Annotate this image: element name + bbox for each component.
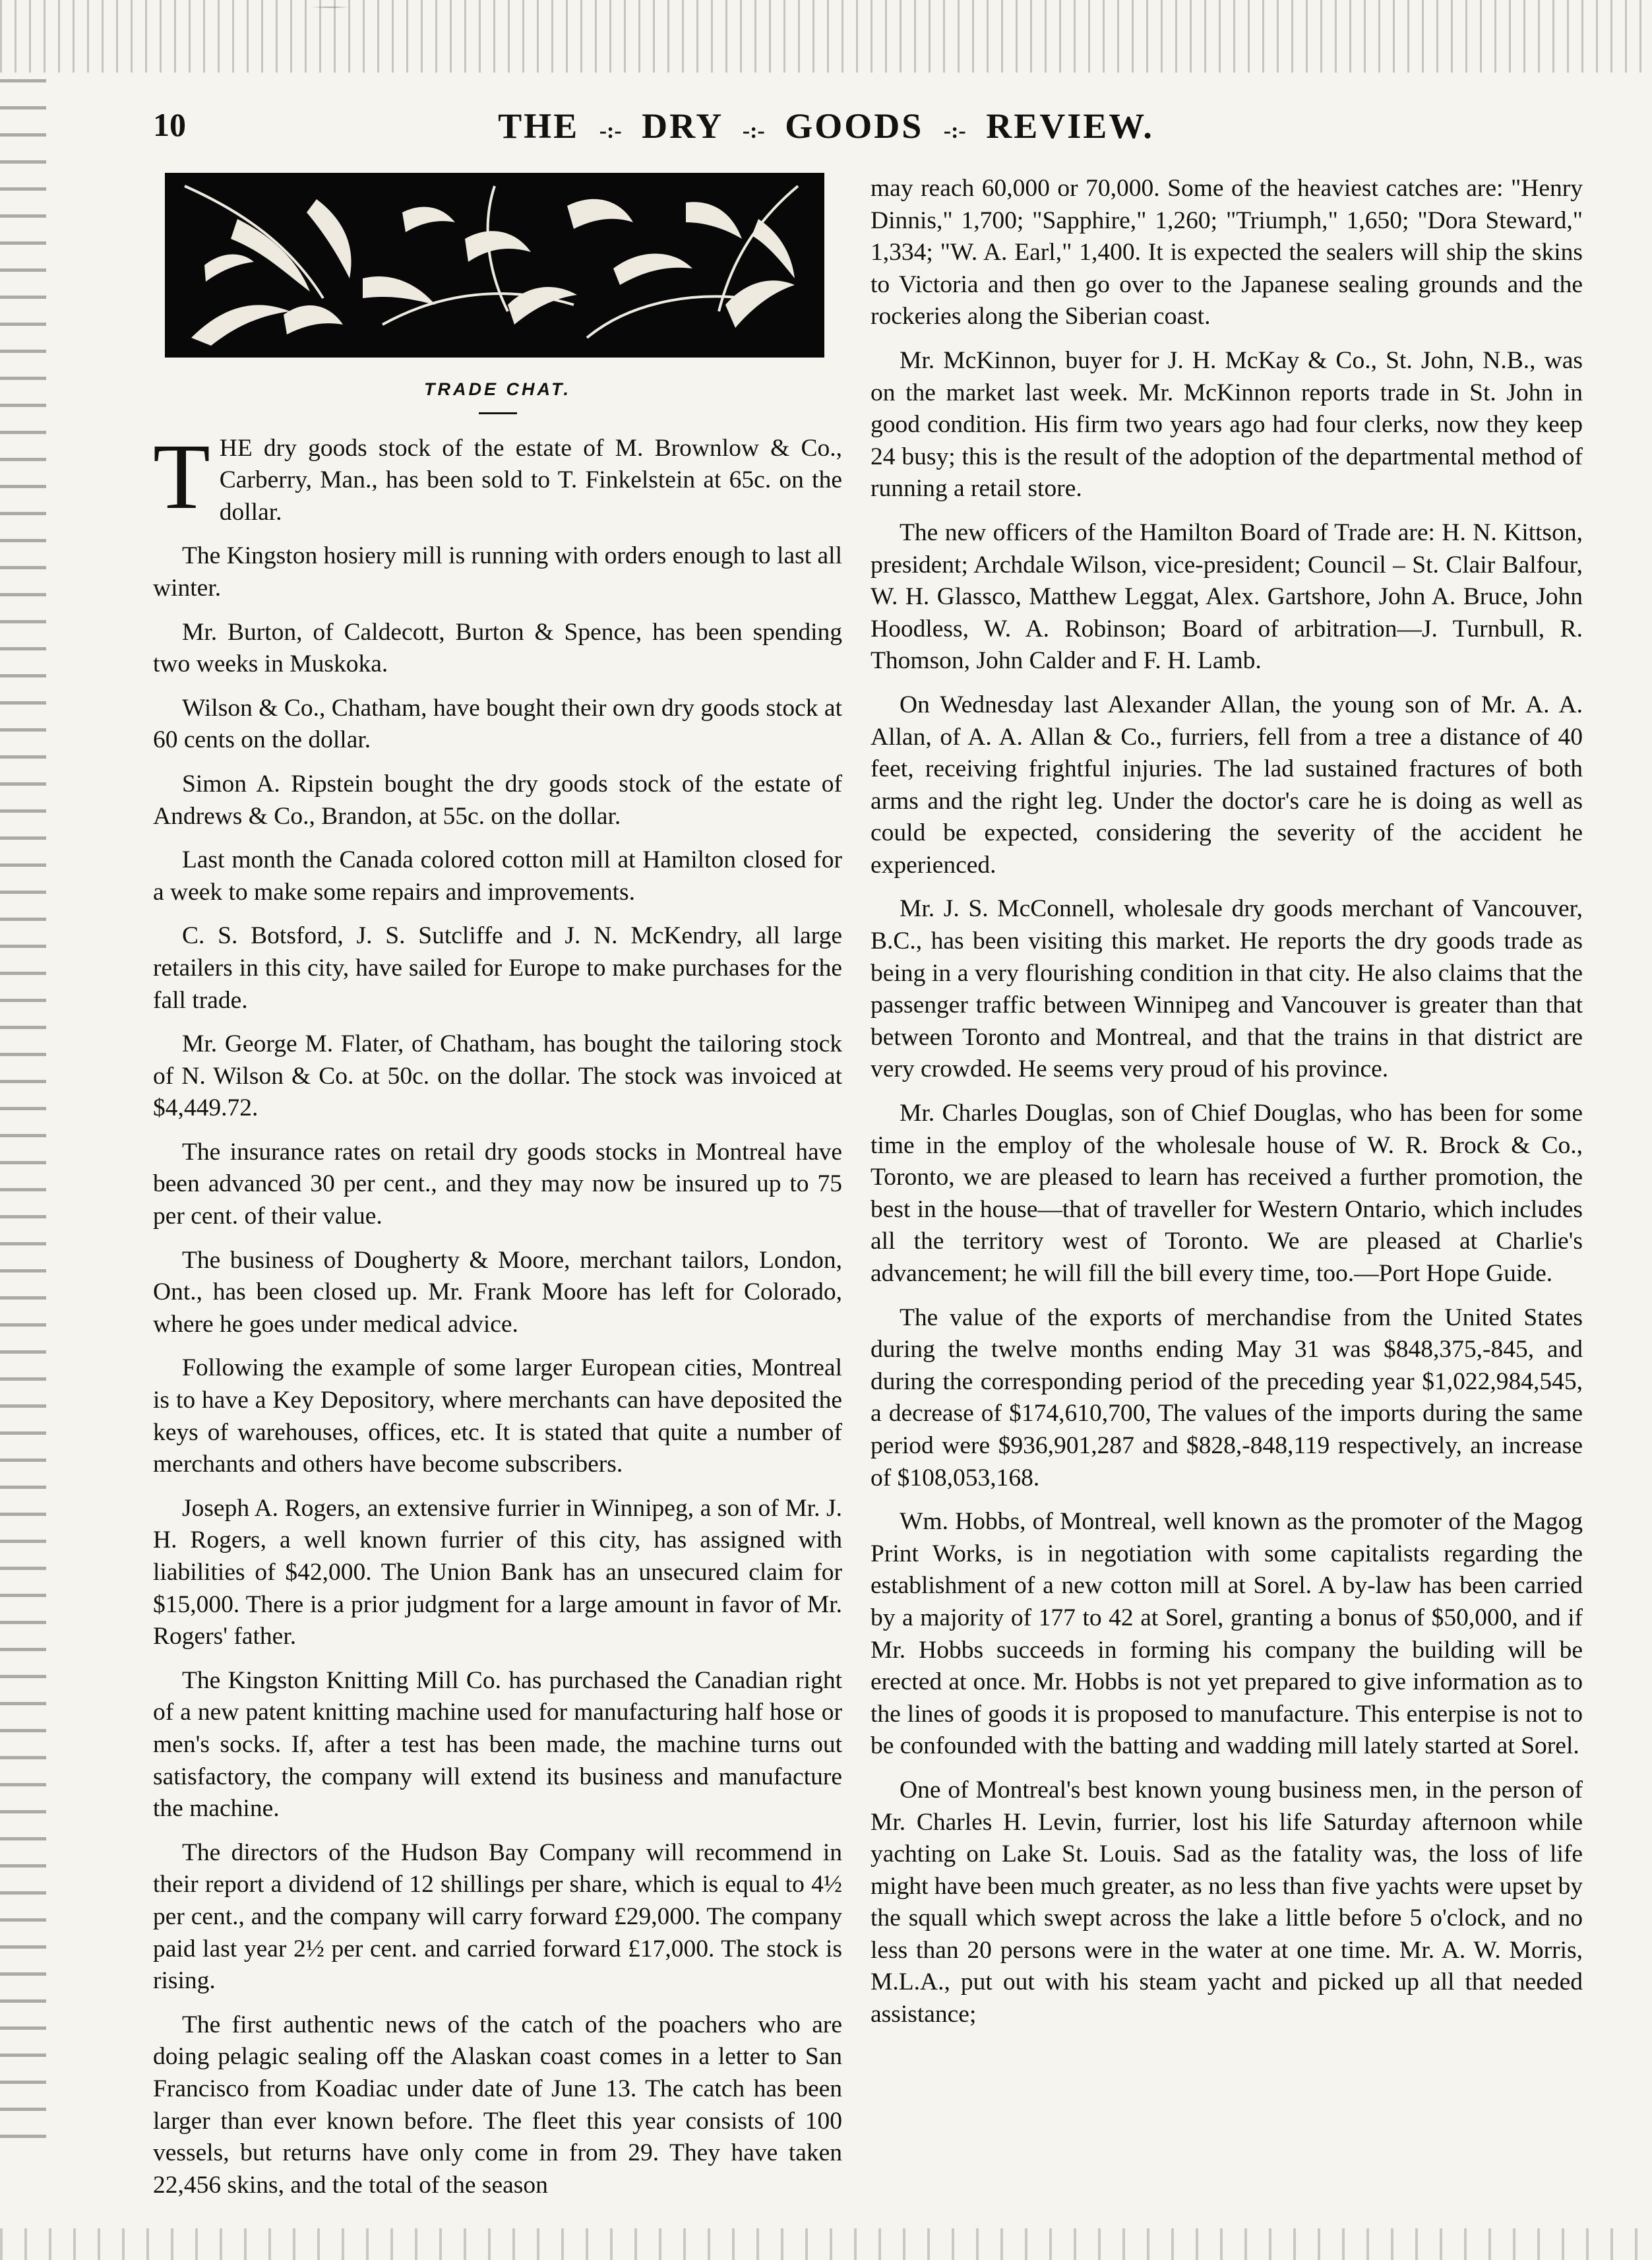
scan-edge-top xyxy=(0,0,1652,73)
article-paragraph: The business of Dougherty & Moore, merchant tailors, London, Ont., has been closed up. Mr. Frank Moore has left for Colorado, where he goes under medical advice. xyxy=(153,1246,842,1338)
running-head-word: GOODS xyxy=(785,106,924,146)
article-paragraph: Joseph A. Rogers, an extensive furrier in Winnipeg, a son of Mr. J. H. Rogers, a well known furrier of this city, has assigned with liabilities of $42,000. The Union Bank has an unsecured claim for $15,000. There is a prior judgment for a large amount in favor of Mr. Rogers' father. xyxy=(153,1494,842,1650)
first-paragraph-text: HE dry goods stock of the estate of M. Brownlow & Co., Carberry, Man., has been sold to T. Finkelstein at 65c. on the dollar. xyxy=(219,434,842,526)
article-paragraph: Mr. Burton, of Caldecott, Burton & Spence, has been spending two weeks in Muskoka. xyxy=(153,618,842,678)
article-paragraph: C. S. Botsford, J. S. Sutcliffe and J. N. McKendry, all large retailers in this city, have sailed for Europe to make purchases for the fall trade. xyxy=(153,922,842,1014)
scan-edge-left xyxy=(0,79,46,2157)
article-paragraph: The insurance rates on retail dry goods stocks in Montreal have been advanced 30 per cent., and they may now be insured up to 75 per cent. of their value. xyxy=(153,1138,842,1230)
left-column xyxy=(153,173,842,2213)
running-head xyxy=(0,106,1652,146)
article-paragraph: The first authentic news of the catch of the poachers who are doing pelagic sealing off the Alaskan coast comes in a letter to San Francisco from Koadiac under date of June 13. The catch has been larger than ever known before. The fleet this year consists of 100 vessels, but returns have only come in from 29. They have taken 22,456 skins, and the total of the season xyxy=(153,2011,842,2199)
running-head-separator: -:- xyxy=(742,119,765,143)
article-paragraph: The directors of the Hudson Bay Company will recommend in their report a dividend of 12 shillings per share, which is equal to 4½ per cent., and the company will carry forward £29,000. The company paid last year 2½ per cent. and carried forward £17,000. The stock is rising. xyxy=(153,1838,842,1995)
article-paragraph: Mr. McKinnon, buyer for J. H. McKay & Co., St. John, N.B., was on the market last week. Mr. McKinnon reports trade in St. John in good condition. His firm two years ago had four clerks, now they keep 24 busy; this is the result of the adoption of the departmental method of running a retail store. xyxy=(871,346,1583,503)
running-head-separator: -:- xyxy=(943,119,966,143)
drop-cap: T xyxy=(153,424,210,528)
article-paragraph: The Kingston hosiery mill is running with orders enough to last all winter. xyxy=(153,542,842,602)
article-paragraph: One of Montreal's best known young business men, in the person of Mr. Charles H. Levin, furrier, lost his life Saturday afternoon while yachting on Lake St. Louis. Sad as the fatality was, the loss of life might have been much greater, as no less than five yachts were upset by the squall which swept across the lake a little before 5 o'clock, and no less than 20 persons were in the water at one time. Mr. A. W. Morris, M.L.A., put out with his steam yacht and picked up all that needed assistance; xyxy=(871,1776,1583,2028)
right-column xyxy=(871,173,1583,2043)
foliage-ornament-art xyxy=(165,173,824,358)
article-paragraph: The Kingston Knitting Mill Co. has purchased the Canadian right of a new patent knitting machine used for manufacturing half hose or men's socks. If, after a test has been made, the machine turns out satisfactory, the company will extend its business and manufacture the machine. xyxy=(153,1666,842,1823)
scan-edge-bottom xyxy=(0,2228,1652,2260)
article-paragraph: Simon A. Ripstein bought the dry goods stock of the estate of Andrews & Co., Brandon, at 55c. on the dollar. xyxy=(153,770,842,830)
article-paragraph: The value of the exports of merchandise from the United States during the twelve months ending May 31 was $848,375,-845, and during the corresponding period of the preceding year $1,022,984,545, a decrease of $174,610,700, The values of the imports during the same period were $936,901,287 and $828,-848,119 respectively, an increase of $108,053,168. xyxy=(871,1303,1583,1491)
section-heading: TRADE CHAT. xyxy=(424,379,571,399)
running-head-separator: -:- xyxy=(599,119,622,143)
article-paragraph: On Wednesday last Alexander Allan, the young son of Mr. A. A. Allan, of A. A. Allan & Co., furriers, fell from a tree a distance of 40 feet, receiving frightful injuries. The lad sustained fractures of both arms and the right leg. Under the doctor's care he is doing as well as could be expected, considering the severity of the accident he experienced. xyxy=(871,691,1583,879)
running-head-word: REVIEW. xyxy=(986,106,1154,146)
article-paragraph: Following the example of some larger European cities, Montreal is to have a Key Depository, where merchants can have deposited the keys of warehouses, offices, etc. It is stated that quite a number of merchants and others have become subscribers. xyxy=(153,1354,842,1478)
article-paragraph: Wm. Hobbs, of Montreal, well known as the promoter of the Magog Print Works, is in negotiation with some capitalists regarding the establishment of a new cotton mill at Sorel. A by-law has been carried by a majority of 177 to 42 at Sorel, granting a bonus of $50,000, and if Mr. Hobbs succeeds in forming his company the building will be erected at once. Mr. Hobbs is not yet prepared to give information as to the lines of goods it is proposed to manufacture. This enterpise is not to be confounded with the batting and wadding mill lately started at Sorel. xyxy=(871,1508,1583,1760)
heading-rule xyxy=(479,412,517,414)
article-paragraph: Mr. Charles Douglas, son of Chief Douglas, who has been for some time in the employ of the wholesale house of W. R. Brock & Co., Toronto, we are pleased to learn has received a further promotion, the best in the house—that of traveller for Western Ontario, which includes all the territory west of Toronto. We are pleased at Charlie's advancement; he will fill the bill every time, too.—Port Hope Guide. xyxy=(871,1100,1583,1287)
article-paragraph xyxy=(153,424,842,529)
article-paragraph: The new officers of the Hamilton Board of Trade are: H. N. Kittson, president; Archdale Wilson, vice-president; Council – St. Clair Balfour, W. H. Glassco, Matthew Leggat, Alex. Gartshore, John A. Bruce, John Hoodless, W. A. Robinson; Board of arbitration—J. Turnbull, R. Thomson, John Calder and F. H. Lamb. xyxy=(871,518,1583,675)
running-head-word: DRY xyxy=(642,106,723,146)
continued-paragraph: may reach 60,000 or 70,000. Some of the heaviest catches are: "Henry Dinnis," 1,700; "Sapphire," 1,260; "Triumph," 1,650; "Dora Steward," 1,334; "W. A. Earl," 1,400. It is expected the sealers will ship the skins to Victoria and then go over to the Japanese sealing grounds and the rockeries along the Siberian coast. xyxy=(871,175,1583,330)
article-paragraph: Mr. George M. Flater, of Chatham, has bought the tailoring stock of N. Wilson & Co. at 50c. on the dollar. The stock was invoiced at $4,449.72. xyxy=(153,1030,842,1122)
article-paragraph: Mr. J. S. McConnell, wholesale dry goods merchant of Vancouver, B.C., has been visiting this market. He reports the dry goods trade as being in a very flourishing condition in that city. He also claims that the passenger traffic between Winnipeg and Vancouver is greater than that between Toronto and Montreal, and that the trains in that district are very crowded. He seems very proud of his province. xyxy=(871,895,1583,1083)
article-paragraph: Wilson & Co., Chatham, have bought their own dry goods stock at 60 cents on the dollar. xyxy=(153,694,842,754)
article-paragraph: Last month the Canada colored cotton mill at Hamilton closed for a week to make some repairs and improvements. xyxy=(153,846,842,906)
page-number: 10 xyxy=(153,106,186,143)
foliage-header-ornament xyxy=(165,173,824,358)
running-head-word: THE xyxy=(498,106,580,146)
